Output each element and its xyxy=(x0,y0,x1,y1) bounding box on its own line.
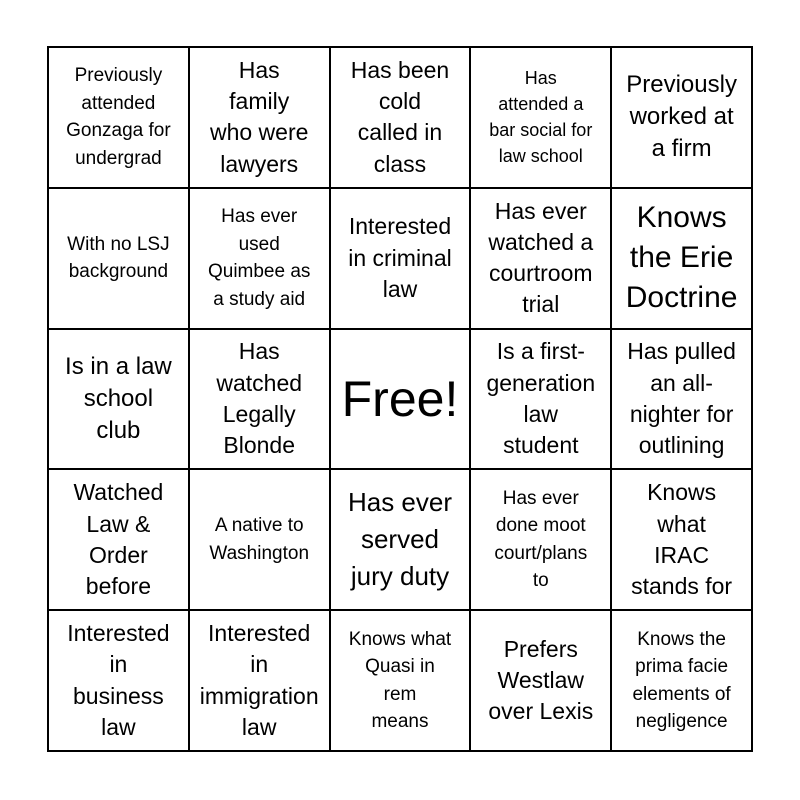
bingo-cell[interactable] xyxy=(611,329,752,470)
bingo-cell[interactable] xyxy=(330,47,471,188)
cell-text: Interested in criminal law xyxy=(348,213,452,302)
bingo-cell[interactable] xyxy=(470,469,611,610)
cell-text: Has ever watched a courtroom trial xyxy=(488,197,594,318)
cell-text: Previously worked at a firm xyxy=(626,71,737,163)
bingo-board xyxy=(47,46,753,752)
cell-text: Interested in business law xyxy=(67,620,170,740)
cell-text: Has ever served jury duty xyxy=(347,487,453,592)
bingo-cell[interactable] xyxy=(611,610,752,751)
bingo-cell[interactable] xyxy=(189,610,330,751)
bingo-cell[interactable] xyxy=(189,47,330,188)
bingo-cell[interactable] xyxy=(48,610,189,751)
cell-text: Prefers Westlaw over Lexis xyxy=(488,635,594,725)
free-space-text: Free! xyxy=(341,370,459,427)
cell-text: Knows the prima facie elements of negligence xyxy=(632,628,731,733)
cell-text: Knows what IRAC stands for xyxy=(631,479,733,600)
bingo-cell[interactable] xyxy=(330,469,471,610)
bingo-cell[interactable] xyxy=(611,188,752,329)
cell-text: Previously attended Gonzaga for undergrad xyxy=(66,65,171,169)
cell-text: Interested in immigration law xyxy=(199,620,319,740)
bingo-cell[interactable] xyxy=(48,188,189,329)
bingo-cell[interactable] xyxy=(189,469,330,610)
cell-text: Has watched Legally Blonde xyxy=(216,338,303,459)
bingo-cell[interactable] xyxy=(470,329,611,470)
cell-text: Is in a law school club xyxy=(65,352,172,445)
cell-text: Knows what Quasi in rem means xyxy=(348,628,452,733)
cell-text: Has attended a bar social for law school xyxy=(489,68,593,167)
cell-text: Has ever used Quimbee as a study aid xyxy=(207,206,311,310)
cell-text: Has ever done moot court/plans to xyxy=(494,487,588,592)
bingo-cell[interactable] xyxy=(470,47,611,188)
cell-text: Watched Law & Order before xyxy=(73,479,164,600)
bingo-cell[interactable] xyxy=(48,47,189,188)
cell-text: Has family who were lawyers xyxy=(209,56,309,177)
bingo-cell[interactable] xyxy=(330,610,471,751)
cell-text: Has been cold called in class xyxy=(350,56,450,177)
bingo-cell[interactable] xyxy=(48,469,189,610)
bingo-cell[interactable] xyxy=(189,188,330,329)
free-space-cell[interactable] xyxy=(330,329,471,470)
bingo-cell[interactable] xyxy=(330,188,471,329)
cell-text: With no LSJ background xyxy=(67,233,170,283)
bingo-cell[interactable] xyxy=(189,329,330,470)
bingo-cell[interactable] xyxy=(470,188,611,329)
cell-text: Knows the Erie Doctrine xyxy=(625,201,738,315)
cell-text: A native to Washington xyxy=(209,515,310,564)
cell-text: Is a first- generation law student xyxy=(486,338,596,459)
bingo-cell[interactable] xyxy=(48,329,189,470)
bingo-cell[interactable] xyxy=(611,47,752,188)
bingo-cell[interactable] xyxy=(470,610,611,751)
bingo-cell[interactable] xyxy=(611,469,752,610)
cell-text: Has pulled an all- nighter for outlining xyxy=(627,338,736,459)
